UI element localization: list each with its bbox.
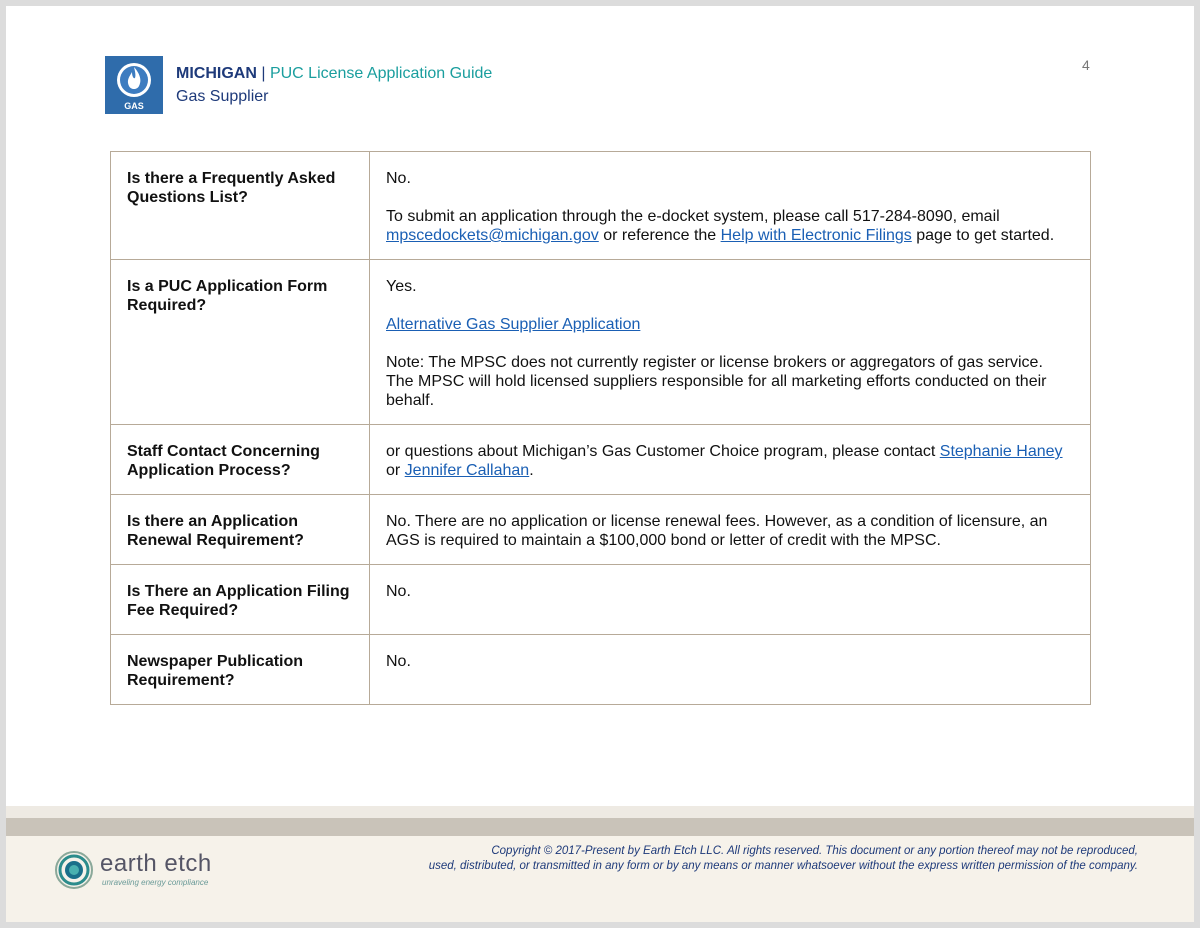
table-row xyxy=(111,152,1091,260)
row-question: Is a PUC Application Form Required? xyxy=(111,260,370,425)
email-link[interactable]: mpscedockets@michigan.gov xyxy=(386,227,599,244)
row-question: Is There an Application Filing Fee Required? xyxy=(111,565,370,635)
state-name: MICHIGAN xyxy=(176,65,257,82)
guide-title: PUC License Application Guide xyxy=(269,65,493,82)
help-electronic-filings-link[interactable]: Help with Electronic Filings xyxy=(720,227,912,244)
document-page xyxy=(6,6,1194,922)
row-answer xyxy=(370,425,1091,495)
table-row xyxy=(111,425,1091,495)
application-form-link[interactable]: Alternative Gas Supplier Application xyxy=(386,316,641,333)
table-row xyxy=(111,565,1091,635)
page-number: 4 xyxy=(1082,57,1090,73)
row-answer: No. xyxy=(370,635,1091,705)
row-question: Staff Contact Concerning Application Process? xyxy=(111,425,370,495)
row-question: Is there an Application Renewal Requirement? xyxy=(111,495,370,565)
company-tagline: unraveling energy compliance xyxy=(102,878,209,887)
footer-divider xyxy=(6,818,1194,836)
row-question: Newspaper Publication Requirement? xyxy=(111,635,370,705)
row-answer xyxy=(370,152,1091,260)
row-answer xyxy=(370,260,1091,425)
contact-link-jennifer-callahan[interactable]: Jennifer Callahan xyxy=(404,462,530,479)
document-header xyxy=(176,64,492,107)
row-answer: No. xyxy=(370,565,1091,635)
table-row xyxy=(111,260,1091,425)
answer-note: Note: The MPSC does not currently register or license brokers or aggregators of gas service. The MPSC will hold licensed suppliers responsible for all marketing efforts conducted on their behalf. xyxy=(386,354,1047,409)
table-row xyxy=(111,635,1091,705)
header-separator: | xyxy=(261,65,266,82)
copyright-notice: Copyright © 2017-Present by Earth Etch LLC. All rights reserved. This document or any portion thereof may not be reproduced, used, distributed, or transmitted in any form or by any means or manner whatsoever without the express written permission of the company. xyxy=(428,845,1138,872)
answer-text: or questions about Michigan’s Gas Customer Choice program, please contact Stephanie Haney or Jennifer Callahan. xyxy=(386,443,1063,479)
answer-text: To submit an application through the e-docket system, please call 517-284-8090, email mpscedockets@michigan.gov or reference the Help with Electronic Filings page to get started. xyxy=(386,208,1055,244)
earth-etch-logo-icon xyxy=(54,850,94,890)
footer-divider xyxy=(6,806,1194,818)
table-row xyxy=(111,495,1091,565)
license-info-table xyxy=(110,151,1091,705)
page-footer xyxy=(6,836,1194,922)
contact-link-stephanie-haney[interactable]: Stephanie Haney xyxy=(939,443,1063,460)
answer-text: Yes. xyxy=(386,278,417,295)
row-question: Is there a Frequently Asked Questions List? xyxy=(111,152,370,260)
row-answer: No. There are no application or license renewal fees. However, as a condition of licensure, an AGS is required to maintain a $100,000 bond or letter of credit with the MPSC. xyxy=(370,495,1091,565)
header-subtitle: Gas Supplier xyxy=(176,88,269,105)
company-name: earth etch xyxy=(100,850,212,877)
gas-flame-icon xyxy=(105,56,163,114)
answer-text: No. xyxy=(386,170,411,187)
gas-logo-label: GAS xyxy=(124,101,144,111)
